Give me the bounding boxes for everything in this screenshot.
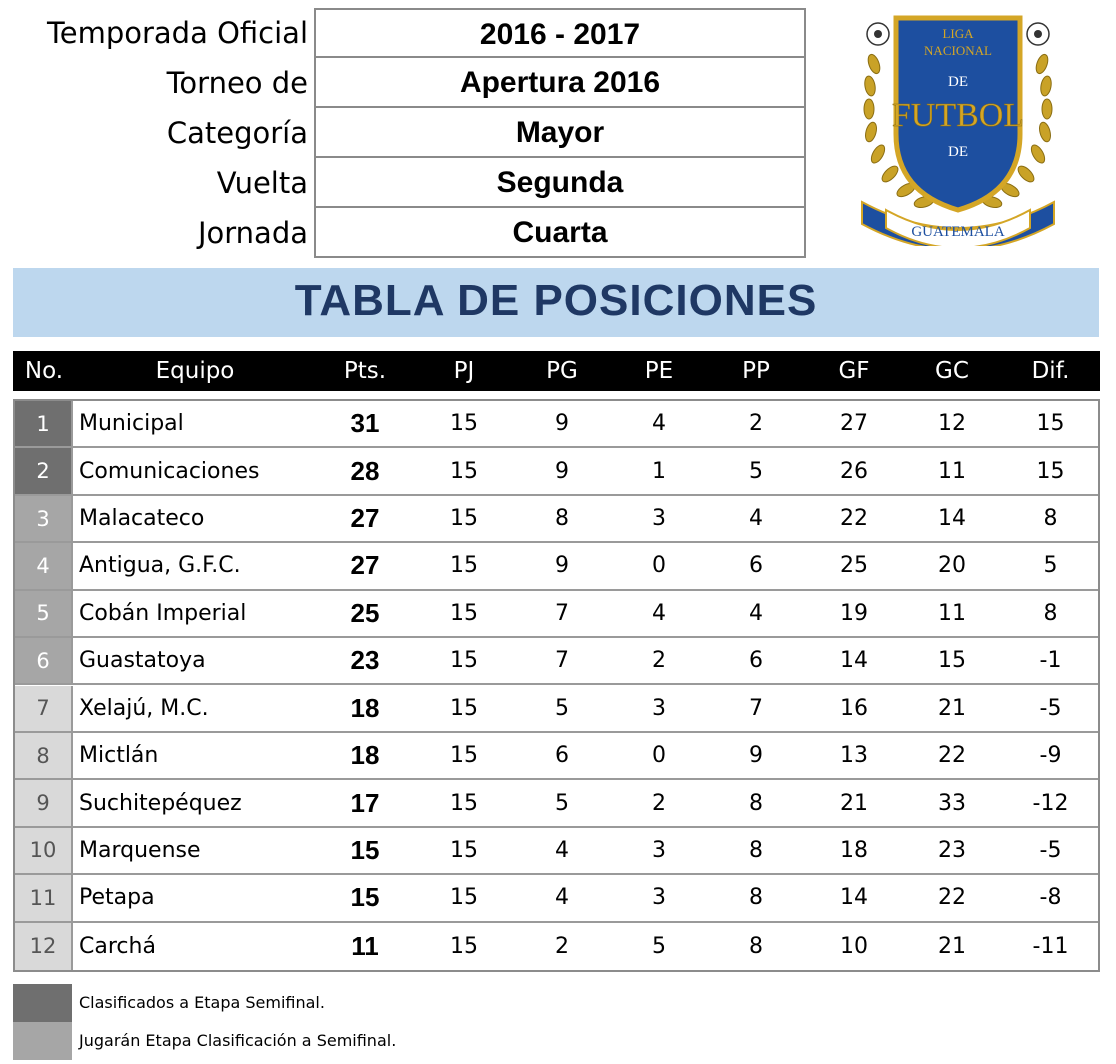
- cell-pp: 9: [749, 743, 763, 769]
- legend-text: Jugarán Etapa Clasificación a Semifinal.: [79, 1031, 397, 1050]
- cell-pts: 27: [350, 550, 380, 581]
- cell-pg: 5: [555, 695, 569, 721]
- cell-dif: 5: [1043, 553, 1058, 579]
- cell-dif: 8: [1043, 600, 1058, 626]
- legend: [13, 984, 513, 1060]
- cell-pg: 8: [555, 506, 569, 532]
- liga-nacional-logo: [858, 14, 1058, 246]
- legend-item: [13, 1022, 513, 1060]
- info-row-categoria: [8, 108, 808, 158]
- cell-pj: 15: [450, 553, 478, 579]
- cell-pe: 5: [652, 933, 666, 959]
- header-equipo: Equipo: [155, 358, 235, 384]
- table-row: [15, 638, 1098, 685]
- legend-item: [13, 984, 513, 1022]
- info-label: Torneo de: [166, 66, 308, 100]
- position-number: 2: [15, 448, 73, 493]
- info-label: Jornada: [197, 216, 308, 250]
- cell-dif: -9: [1039, 743, 1062, 769]
- cell-dif: -12: [1032, 790, 1069, 816]
- cell-pg: 9: [555, 458, 569, 484]
- position-number: 10: [15, 828, 73, 873]
- table-header: [13, 351, 1100, 391]
- cell-pj: 15: [450, 933, 478, 959]
- team-name: Carchá: [79, 933, 156, 959]
- cell-pts: 23: [350, 645, 380, 676]
- team-name: Suchitepéquez: [79, 790, 242, 816]
- header-gf: GF: [838, 358, 870, 384]
- cell-pj: 15: [450, 600, 478, 626]
- cell-gf: 21: [840, 790, 868, 816]
- cell-pp: 8: [749, 885, 763, 911]
- header-pg: PG: [546, 358, 578, 384]
- position-number: 1: [15, 401, 73, 446]
- cell-pts: 15: [350, 882, 380, 913]
- cell-pg: 9: [555, 411, 569, 437]
- cell-pts: 11: [351, 930, 379, 961]
- cell-pts: 25: [350, 597, 380, 628]
- cell-gc: 23: [938, 837, 966, 863]
- cell-pg: 2: [555, 933, 569, 959]
- header-pts: Pts.: [343, 358, 387, 384]
- logo-text: FUTBOL: [891, 97, 1025, 134]
- cell-pe: 3: [652, 506, 666, 532]
- team-name: Cobán Imperial: [79, 600, 247, 626]
- cell-dif: -5: [1039, 837, 1062, 863]
- cell-gf: 22: [840, 506, 868, 532]
- cell-gf: 16: [840, 695, 868, 721]
- cell-pg: 4: [555, 837, 569, 863]
- cell-pe: 2: [652, 790, 666, 816]
- info-row-temporada: [8, 8, 808, 58]
- cell-pts: 17: [350, 787, 380, 818]
- table-row: [15, 686, 1098, 733]
- team-name: Comunicaciones: [79, 458, 260, 484]
- header-dif: Dif.: [1031, 358, 1070, 384]
- cell-pg: 4: [555, 885, 569, 911]
- cell-dif: -8: [1039, 885, 1062, 911]
- cell-gf: 19: [840, 600, 868, 626]
- cell-gf: 27: [840, 411, 868, 437]
- table-row: [15, 875, 1098, 922]
- table-row: [15, 448, 1098, 495]
- cell-pg: 5: [555, 790, 569, 816]
- cell-gc: 22: [938, 885, 966, 911]
- legend-swatch: [13, 984, 72, 1022]
- cell-pp: 2: [749, 411, 763, 437]
- position-number: 12: [15, 923, 73, 970]
- cell-pj: 15: [450, 790, 478, 816]
- cell-gf: 18: [840, 837, 868, 863]
- cell-pj: 15: [450, 695, 478, 721]
- cell-gf: 26: [840, 458, 868, 484]
- cell-pj: 15: [450, 885, 478, 911]
- cell-gc: 21: [938, 933, 966, 959]
- cell-dif: 15: [1036, 411, 1065, 437]
- table-row: [15, 828, 1098, 875]
- cell-gc: 21: [938, 695, 966, 721]
- cell-pe: 3: [652, 695, 666, 721]
- info-row-jornada: [8, 208, 808, 258]
- cell-gf: 14: [840, 648, 868, 674]
- position-number: 8: [15, 733, 73, 778]
- cell-pp: 8: [749, 933, 763, 959]
- header-gc: GC: [935, 358, 969, 384]
- header-pe: PE: [644, 358, 674, 384]
- cell-pp: 8: [749, 790, 763, 816]
- header-no: No.: [24, 358, 64, 384]
- info-row-vuelta: [8, 158, 808, 208]
- header-pj: PJ: [453, 358, 475, 384]
- cell-pe: 3: [652, 837, 666, 863]
- cell-pp: 6: [749, 648, 763, 674]
- logo-text: NACIONAL: [924, 43, 992, 58]
- team-name: Petapa: [79, 885, 155, 911]
- position-number: 5: [15, 591, 73, 636]
- info-value: 2016 - 2017: [314, 8, 806, 58]
- cell-pts: 18: [350, 692, 380, 723]
- cell-pp: 7: [749, 695, 763, 721]
- table-row: [15, 780, 1098, 827]
- info-label: Temporada Oficial: [46, 16, 308, 50]
- cell-pj: 15: [450, 506, 478, 532]
- cell-pe: 4: [652, 600, 666, 626]
- cell-pg: 7: [555, 600, 569, 626]
- info-label: Categoría: [166, 116, 308, 150]
- team-name: Marquense: [79, 837, 201, 863]
- cell-gc: 11: [938, 600, 966, 626]
- cell-pj: 15: [450, 743, 478, 769]
- logo-text: DE: [948, 74, 968, 90]
- info-value: Cuarta: [314, 208, 806, 258]
- info-value: Segunda: [314, 158, 806, 208]
- cell-pj: 15: [450, 648, 478, 674]
- position-number: 11: [15, 875, 73, 920]
- table-row: [15, 733, 1098, 780]
- logo-text: LIGA: [942, 26, 974, 41]
- cell-gc: 33: [938, 790, 966, 816]
- logo-text: DE: [948, 144, 968, 160]
- table-row: [15, 401, 1098, 448]
- cell-dif: -1: [1039, 648, 1062, 674]
- cell-dif: 8: [1043, 506, 1058, 532]
- standings-table: [13, 399, 1100, 972]
- team-name: Municipal: [79, 411, 184, 437]
- cell-pe: 3: [652, 885, 666, 911]
- cell-gc: 11: [938, 458, 966, 484]
- cell-pe: 0: [652, 553, 666, 579]
- table-row: [15, 496, 1098, 543]
- cell-pj: 15: [450, 458, 478, 484]
- cell-gf: 25: [840, 553, 868, 579]
- cell-pts: 18: [350, 740, 380, 771]
- cell-pts: 15: [350, 834, 380, 865]
- cell-pp: 4: [749, 600, 763, 626]
- cell-gc: 15: [938, 648, 966, 674]
- season-info: [8, 8, 808, 258]
- position-number: 7: [15, 686, 73, 731]
- cell-dif: 15: [1036, 458, 1065, 484]
- table-row: [15, 923, 1098, 970]
- cell-gc: 22: [938, 743, 966, 769]
- team-name: Xelajú, M.C.: [79, 695, 209, 721]
- legend-swatch: [13, 1022, 72, 1060]
- info-value: Apertura 2016: [314, 58, 806, 108]
- team-name: Guastatoya: [79, 648, 206, 674]
- header-pp: PP: [742, 358, 770, 384]
- cell-gc: 14: [938, 506, 966, 532]
- cell-pe: 4: [652, 411, 666, 437]
- team-name: Mictlán: [79, 743, 159, 769]
- cell-pp: 4: [749, 506, 763, 532]
- team-name: Antigua, G.F.C.: [79, 553, 241, 579]
- logo-text: GUATEMALA: [911, 224, 1005, 240]
- info-label: Vuelta: [216, 166, 308, 200]
- info-value: Mayor: [314, 108, 806, 158]
- cell-pe: 2: [652, 648, 666, 674]
- legend-text: Clasificados a Etapa Semifinal.: [79, 993, 325, 1012]
- cell-pts: 27: [350, 503, 380, 534]
- cell-pg: 6: [555, 743, 569, 769]
- position-number: 9: [15, 780, 73, 825]
- table-row: [15, 543, 1098, 590]
- cell-dif: -5: [1039, 695, 1062, 721]
- cell-dif: -11: [1032, 933, 1069, 959]
- position-number: 6: [15, 638, 73, 683]
- cell-pj: 15: [450, 411, 478, 437]
- cell-gf: 13: [840, 743, 868, 769]
- cell-gf: 10: [840, 933, 868, 959]
- cell-pe: 1: [652, 458, 666, 484]
- cell-pts: 31: [350, 408, 380, 439]
- cell-pts: 28: [350, 455, 380, 486]
- cell-pp: 6: [749, 553, 763, 579]
- cell-gc: 12: [938, 411, 966, 437]
- cell-pp: 8: [749, 837, 763, 863]
- cell-gc: 20: [938, 553, 966, 579]
- cell-pj: 15: [450, 837, 478, 863]
- cell-pe: 0: [652, 743, 666, 769]
- cell-pg: 7: [555, 648, 569, 674]
- cell-pg: 9: [555, 553, 569, 579]
- info-row-torneo: [8, 58, 808, 108]
- position-number: 3: [15, 496, 73, 541]
- cell-gf: 14: [840, 885, 868, 911]
- table-row: [15, 591, 1098, 638]
- position-number: 4: [15, 543, 73, 588]
- team-name: Malacateco: [79, 506, 205, 532]
- cell-pp: 5: [749, 458, 763, 484]
- table-title: TABLA DE POSICIONES: [13, 268, 1099, 337]
